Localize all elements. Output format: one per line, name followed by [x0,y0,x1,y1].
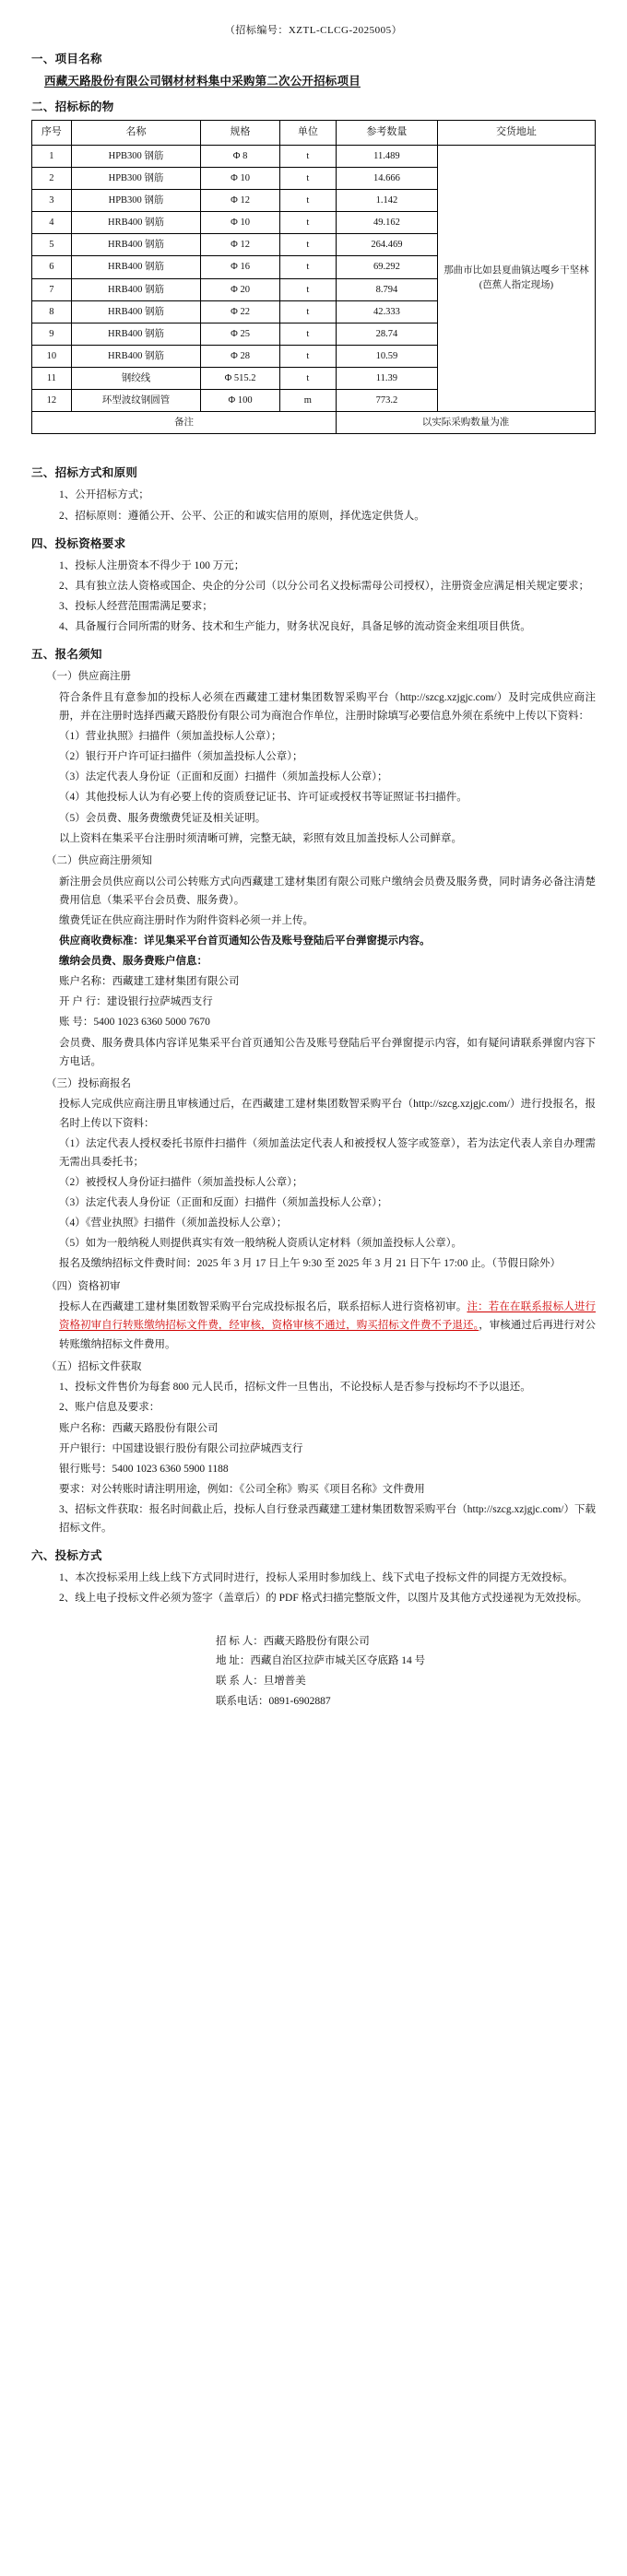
cell-delivery-address: 那曲市比如县夏曲镇达嘎乡干坚林 (芭蕉人指定现场) [437,145,595,412]
prequalification-warning: 注：若在在联系报标人进行资格初审自行转账缴纳招标文件费，经审核，资格审核不通过，购买招标文件费不予退还。 [59,1301,597,1332]
cell-quantity: 49.162 [336,212,437,234]
cell-no: 5 [32,234,72,256]
cell-unit: t [279,234,336,256]
doc-fee-transfer-note: 要求：对公转账时请注明用途，例如：《公司全称》购买《项目名称》文件费用 [59,1483,425,1495]
cell-no: 6 [32,256,72,278]
cell-quantity: 11.489 [336,145,437,167]
section-4-item-4: 4、具备履行合同所需的财务、技术和生产能力，财务状况良好，具备足够的流动资金来组项目供货。 [59,621,531,632]
table-row [32,145,596,167]
section-5-heading: 五、报名须知 [31,648,102,662]
cell-no: 3 [32,190,72,212]
bidder-signup-item-4: （4）《营业执照》扫描件（须加盖投标人公章）； [59,1217,288,1229]
bidder-signup-deadline: 报名及缴纳招标文件费时间：2025 年 3 月 17 日上午 9:30 至 2025 年 3 月 21 日下午 17:00 止。（节假日除外） [59,1258,562,1270]
cell-no: 1 [32,145,72,167]
doc-download-note: 3、招标文件获取：报名时间截止后，投标人自行登录西藏建工建材集团数智采购平台（http://szcg.xzjgjc.com/）下载招标文件。 [59,1504,596,1535]
cell-name: HPB300 钢筋 [71,167,201,189]
table-note-row [32,412,596,434]
cell-quantity: 264.469 [336,234,437,256]
fee-account-title: 缴纳会员费、服务费账户信息： [59,956,207,967]
cell-spec: Φ 10 [201,212,280,234]
section-4-item-2: 2、具有独立法人资格或国企、央企的分公司（以分公司名义投标需母公司授权），注册资金应满足相关规定要求； [59,580,589,592]
cell-name: HRB400 钢筋 [71,300,201,323]
cell-name: HPB300 钢筋 [71,190,201,212]
note-label: 备注 [32,412,337,434]
supplier-register-item-4: （4）其他投标人认为有必要上传的资质登记证书、许可证或授权书等证照证书扫描件。 [59,792,467,804]
fee-standard: 供应商收费标准：详见集采平台首页通知公告及账号登陆后平台弹窗提示内容。 [59,935,431,947]
note-value: 以实际采购数量为准 [336,412,595,434]
col-header-no: 序号 [32,121,72,146]
table-header-row [32,121,596,146]
section-5-sub-2-title: （二）供应商注册须知 [46,854,152,866]
section-6-item-1: 1、本次投标采用上线上线下方式同时进行，投标人采用时参加线上、线下式电子投标文件的同提方无效投标。 [59,1572,574,1584]
contact-person: 联 系 人：旦增普美 [216,1676,306,1688]
cell-spec: Φ 16 [201,256,280,278]
cell-name: HRB400 钢筋 [71,212,201,234]
cell-unit: t [279,212,336,234]
cell-quantity: 8.794 [336,278,437,300]
section-5-sub-4-title: （四）资格初审 [46,1280,121,1292]
cell-spec: Φ 25 [201,323,280,345]
cell-spec: Φ 12 [201,190,280,212]
section-5-sub-5-title: （五）招标文件获取 [46,1360,142,1372]
cell-unit: t [279,256,336,278]
section-4-item-3: 3、投标人经营范围需满足要求； [59,600,213,612]
section-3-item-2: 2、招标原则：遵循公开、公平、公正的和诚实信用的原则，择优选定供货人。 [59,510,425,522]
supplier-register-intro: 符合条件且有意参加的投标人必须在西藏建工建材集团数智采购平台（http://szcg.xzjgjc.com/）及时完成供应商注册，并在注册时选择西藏天路股份有限公司为商泡合作单位，注册时除填写必要信息外须在系统中上传以下资料： [59,691,596,722]
cell-no: 11 [32,368,72,390]
cell-no: 10 [32,345,72,367]
fee-account-name: 账户名称：西藏建工建材集团有限公司 [59,976,240,988]
section-5-sub-3-title: （三）投标商报名 [46,1077,131,1089]
contact-block [31,1632,596,1712]
cell-quantity: 773.2 [336,390,437,412]
cell-unit: m [279,390,336,412]
cell-quantity: 1.142 [336,190,437,212]
bidder-signup-item-5: （5）如为一般纳税人则提供真实有效一般纳税人资质认定材料（须加盖投标人公章）。 [59,1238,462,1250]
cell-spec: Φ 100 [201,390,280,412]
supplier-register-note: 以上资料在集采平台注册时须清晰可辨，完整无缺，彩照有效且加盖投标人公司鲜章。 [59,832,462,844]
col-header-name: 名称 [71,121,201,146]
supplier-register-item-1: （1）营业执照》扫描件（须加盖投标人公章）； [59,731,282,743]
cell-no: 8 [32,300,72,323]
bidder-signup-item-1: （1）法定代表人授权委托书原件扫描件（须加盖法定代表人和被授权人签字或签章），若为法定代表人亲自办理需无需出具委托书； [59,1137,596,1168]
prequalification-paragraph [59,1298,596,1353]
contact-phone: 联系电话：0891-6902887 [216,1696,331,1708]
col-header-unit: 单位 [279,121,336,146]
cell-quantity: 42.333 [336,300,437,323]
section-6-item-2: 2、线上电子投标文件必须为签字（盖章后）的 PDF 格式扫描完整版文件，以图片及其他方式投递视为无效投标。 [59,1593,588,1605]
cell-quantity: 10.59 [336,345,437,367]
supplier-register-item-5: （5）会员费、服务费缴费凭证及相关证明。 [59,812,266,824]
cell-name: HPB300 钢筋 [71,145,201,167]
cell-quantity: 11.39 [336,368,437,390]
cell-name: HRB400 钢筋 [71,278,201,300]
cell-spec: Φ 12 [201,234,280,256]
cell-no: 4 [32,212,72,234]
contact-address: 地 址：西藏自治区拉萨市城关区夺底路 14 号 [216,1655,426,1667]
register-notice-2: 缴费凭证在供应商注册时作为附件资料必须一并上传。 [59,914,314,926]
doc-fee-account-name: 账户名称：西藏天路股份有限公司 [59,1422,219,1434]
doc-fee-account-title: 2、账户信息及要求： [59,1402,160,1414]
section-4-item-1: 1、投标人注册资本不得少于 100 万元； [59,559,245,571]
bidder-signup-item-2: （2）被授权人身份证扫描件（须加盖投标人公章）； [59,1176,303,1188]
cell-unit: t [279,323,336,345]
col-header-address: 交货地址 [437,121,595,146]
cell-quantity: 14.666 [336,167,437,189]
cell-quantity: 69.292 [336,256,437,278]
cell-unit: t [279,345,336,367]
document-code: （招标编号：XZTL-CLCG-2025005） [224,25,403,36]
cell-unit: t [279,190,336,212]
supplier-register-item-2: （2）银行开户许可证扫描件（须加盖投标人公章）； [59,751,303,763]
contact-bidder: 招 标 人：西藏天路股份有限公司 [216,1635,370,1647]
cell-no: 7 [32,278,72,300]
goods-table [31,120,596,434]
section-1-heading: 一、项目名称 [31,53,102,65]
cell-no: 12 [32,390,72,412]
cell-name: 钢绞线 [71,368,201,390]
cell-no: 2 [32,167,72,189]
col-header-spec: 规格 [201,121,280,146]
section-3-item-1: 1、公开招标方式； [59,489,149,501]
cell-no: 9 [32,323,72,345]
cell-spec: Φ 28 [201,345,280,367]
cell-spec: Φ 22 [201,300,280,323]
cell-quantity: 28.74 [336,323,437,345]
bidder-signup-intro: 投标人完成供应商注册且审核通过后，在西藏建工建材集团数智采购平台（http://szcg.xzjgjc.com/）进行投报名，报名时上传以下资料： [59,1099,596,1129]
fee-account-number: 账 号：5400 1023 6360 5000 7670 [59,1017,210,1029]
fee-account-bank: 开 户 行：建设银行拉萨城西支行 [59,996,213,1008]
register-notice-1: 新注册会员供应商以公司公转账方式向西藏建工建材集团有限公司账户缴纳会员费及服务费，同时请务必备注清楚费用信息（集采平台会员费、服务费）。 [59,876,596,906]
cell-unit: t [279,167,336,189]
cell-name: HRB400 钢筋 [71,256,201,278]
doc-fee-account-number: 银行账号：5400 1023 6360 5900 1188 [59,1463,229,1475]
section-2-heading: 二、招标标的物 [31,100,114,113]
doc-fee-account-bank: 开户银行：中国建设银行股份有限公司拉萨城西支行 [59,1442,303,1454]
cell-spec: Φ 10 [201,167,280,189]
section-4-heading: 四、投标资格要求 [31,536,126,550]
cell-name: HRB400 钢筋 [71,323,201,345]
bidder-signup-item-3: （3）法定代表人身份证（正面和反面）扫描件（须加盖投标人公章）； [59,1197,388,1209]
cell-name: HRB400 钢筋 [71,345,201,367]
supplier-register-item-3: （3）法定代表人身份证（正面和反面）扫描件（须加盖投标人公章）； [59,771,388,783]
cell-unit: t [279,278,336,300]
project-name: 西藏天路股份有限公司钢材材料集中采购第二次公开招标项目 [44,75,361,88]
col-header-quantity: 参考数量 [336,121,437,146]
doc-fee-price: 1、投标文件售价为每套 800 元人民币，招标文件一旦售出，不论投标人是否参与投标均不予以退还。 [59,1382,531,1394]
cell-unit: t [279,368,336,390]
cell-unit: t [279,145,336,167]
cell-name: HRB400 钢筋 [71,234,201,256]
cell-spec: Φ 515.2 [201,368,280,390]
section-3-heading: 三、招标方式和原则 [31,466,138,480]
cell-name: 环型波纹钢圆管 [71,390,201,412]
prequalification-pre-text: 投标人在西藏建工建材集团数智采购平台完成投标报名后，联系招标人进行资格初审。 [59,1301,467,1313]
cell-unit: t [279,300,336,323]
prequalification-post-text: ，审核通过后再进行对公转账缴纳招标文件费用。 [59,1320,596,1350]
cell-spec: Φ 20 [201,278,280,300]
cell-spec: Φ 8 [201,145,280,167]
section-6-heading: 六、投标方式 [31,1549,102,1563]
section-5-sub-1-title: （一）供应商注册 [46,671,131,683]
fee-account-note: 会员费、服务费具体内容详见集采平台首页通知公告及账号登陆后平台弹窗提示内容，如有疑问请联系弹窗内容下方电话。 [59,1037,596,1067]
